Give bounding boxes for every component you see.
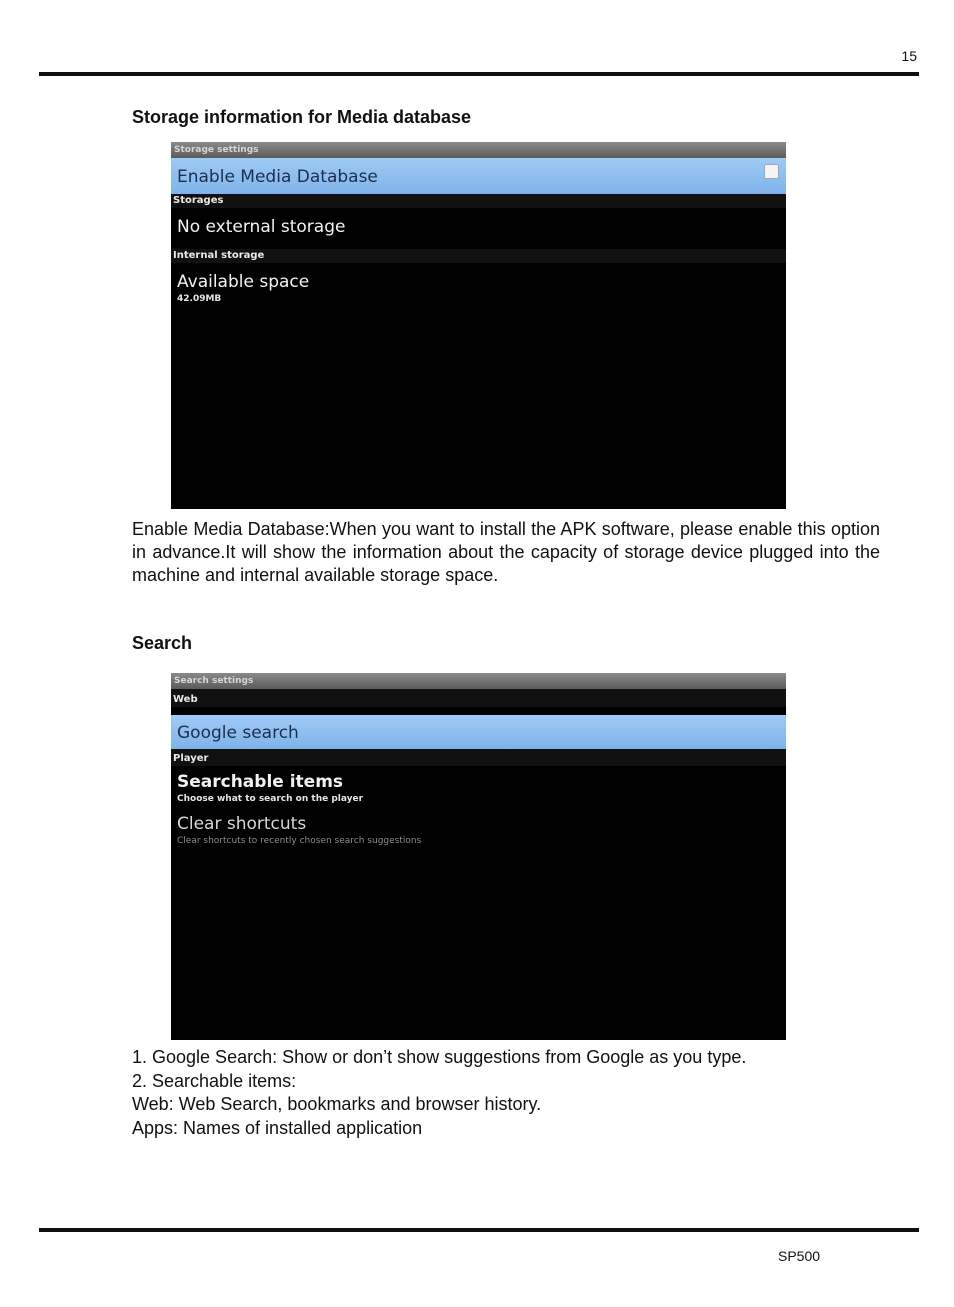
available-space-value: 42.09MB <box>177 294 222 304</box>
category-web: Web <box>171 689 786 707</box>
clear-shortcuts-row[interactable] <box>171 805 786 847</box>
search-description-line: Apps: Names of installed application <box>132 1117 423 1138</box>
available-space-label: Available space <box>177 272 310 292</box>
section-heading-search: Search <box>132 633 193 653</box>
available-space-row <box>171 263 786 305</box>
page-number: 15 <box>901 48 917 64</box>
search-description <box>132 1046 880 1140</box>
searchable-items-row[interactable] <box>171 766 786 805</box>
clear-shortcuts-label: Clear shortcuts <box>177 814 307 834</box>
category-internal-storage: Internal storage <box>171 249 786 263</box>
search-settings-screenshot <box>171 673 786 1040</box>
enable-media-database-row[interactable] <box>171 158 786 194</box>
enable-media-database-checkbox[interactable] <box>764 164 779 179</box>
google-search-label: Google search <box>177 723 299 743</box>
search-description-line: Web: Web Search, bookmarks and browser history. <box>132 1094 542 1114</box>
search-description-line: 1. Google Search: Show or don’t show suggestions from Google as you type. <box>132 1047 747 1067</box>
section-heading-storage: Storage information for Media database <box>132 107 472 127</box>
storage-settings-screenshot <box>171 142 786 509</box>
category-storages: Storages <box>171 194 786 208</box>
screenshot-titlebar: Storage settings <box>171 142 786 158</box>
no-external-storage-row <box>171 208 786 249</box>
searchable-items-summary: Choose what to search on the player <box>177 794 364 804</box>
footer-model-name: SP500 <box>778 1248 821 1264</box>
screenshot-titlebar: Search settings <box>171 673 786 689</box>
enable-media-database-label: Enable Media Database <box>177 167 378 187</box>
category-player: Player <box>171 749 786 766</box>
search-description-line: 2. Searchable items: <box>132 1070 297 1091</box>
storage-description: Enable Media Database:When you want to install the APK software, please enable this option in advance.It will show the information about the capacity of storage device plugged into the machine and internal available storage space. <box>132 519 880 585</box>
footer-rule <box>39 1228 919 1232</box>
clear-shortcuts-summary: Clear shortcuts to recently chosen search suggestions <box>177 836 422 846</box>
header-rule <box>39 72 919 76</box>
no-external-storage-label: No external storage <box>177 217 346 237</box>
google-search-row[interactable] <box>171 715 786 749</box>
searchable-items-label: Searchable items <box>177 772 344 792</box>
